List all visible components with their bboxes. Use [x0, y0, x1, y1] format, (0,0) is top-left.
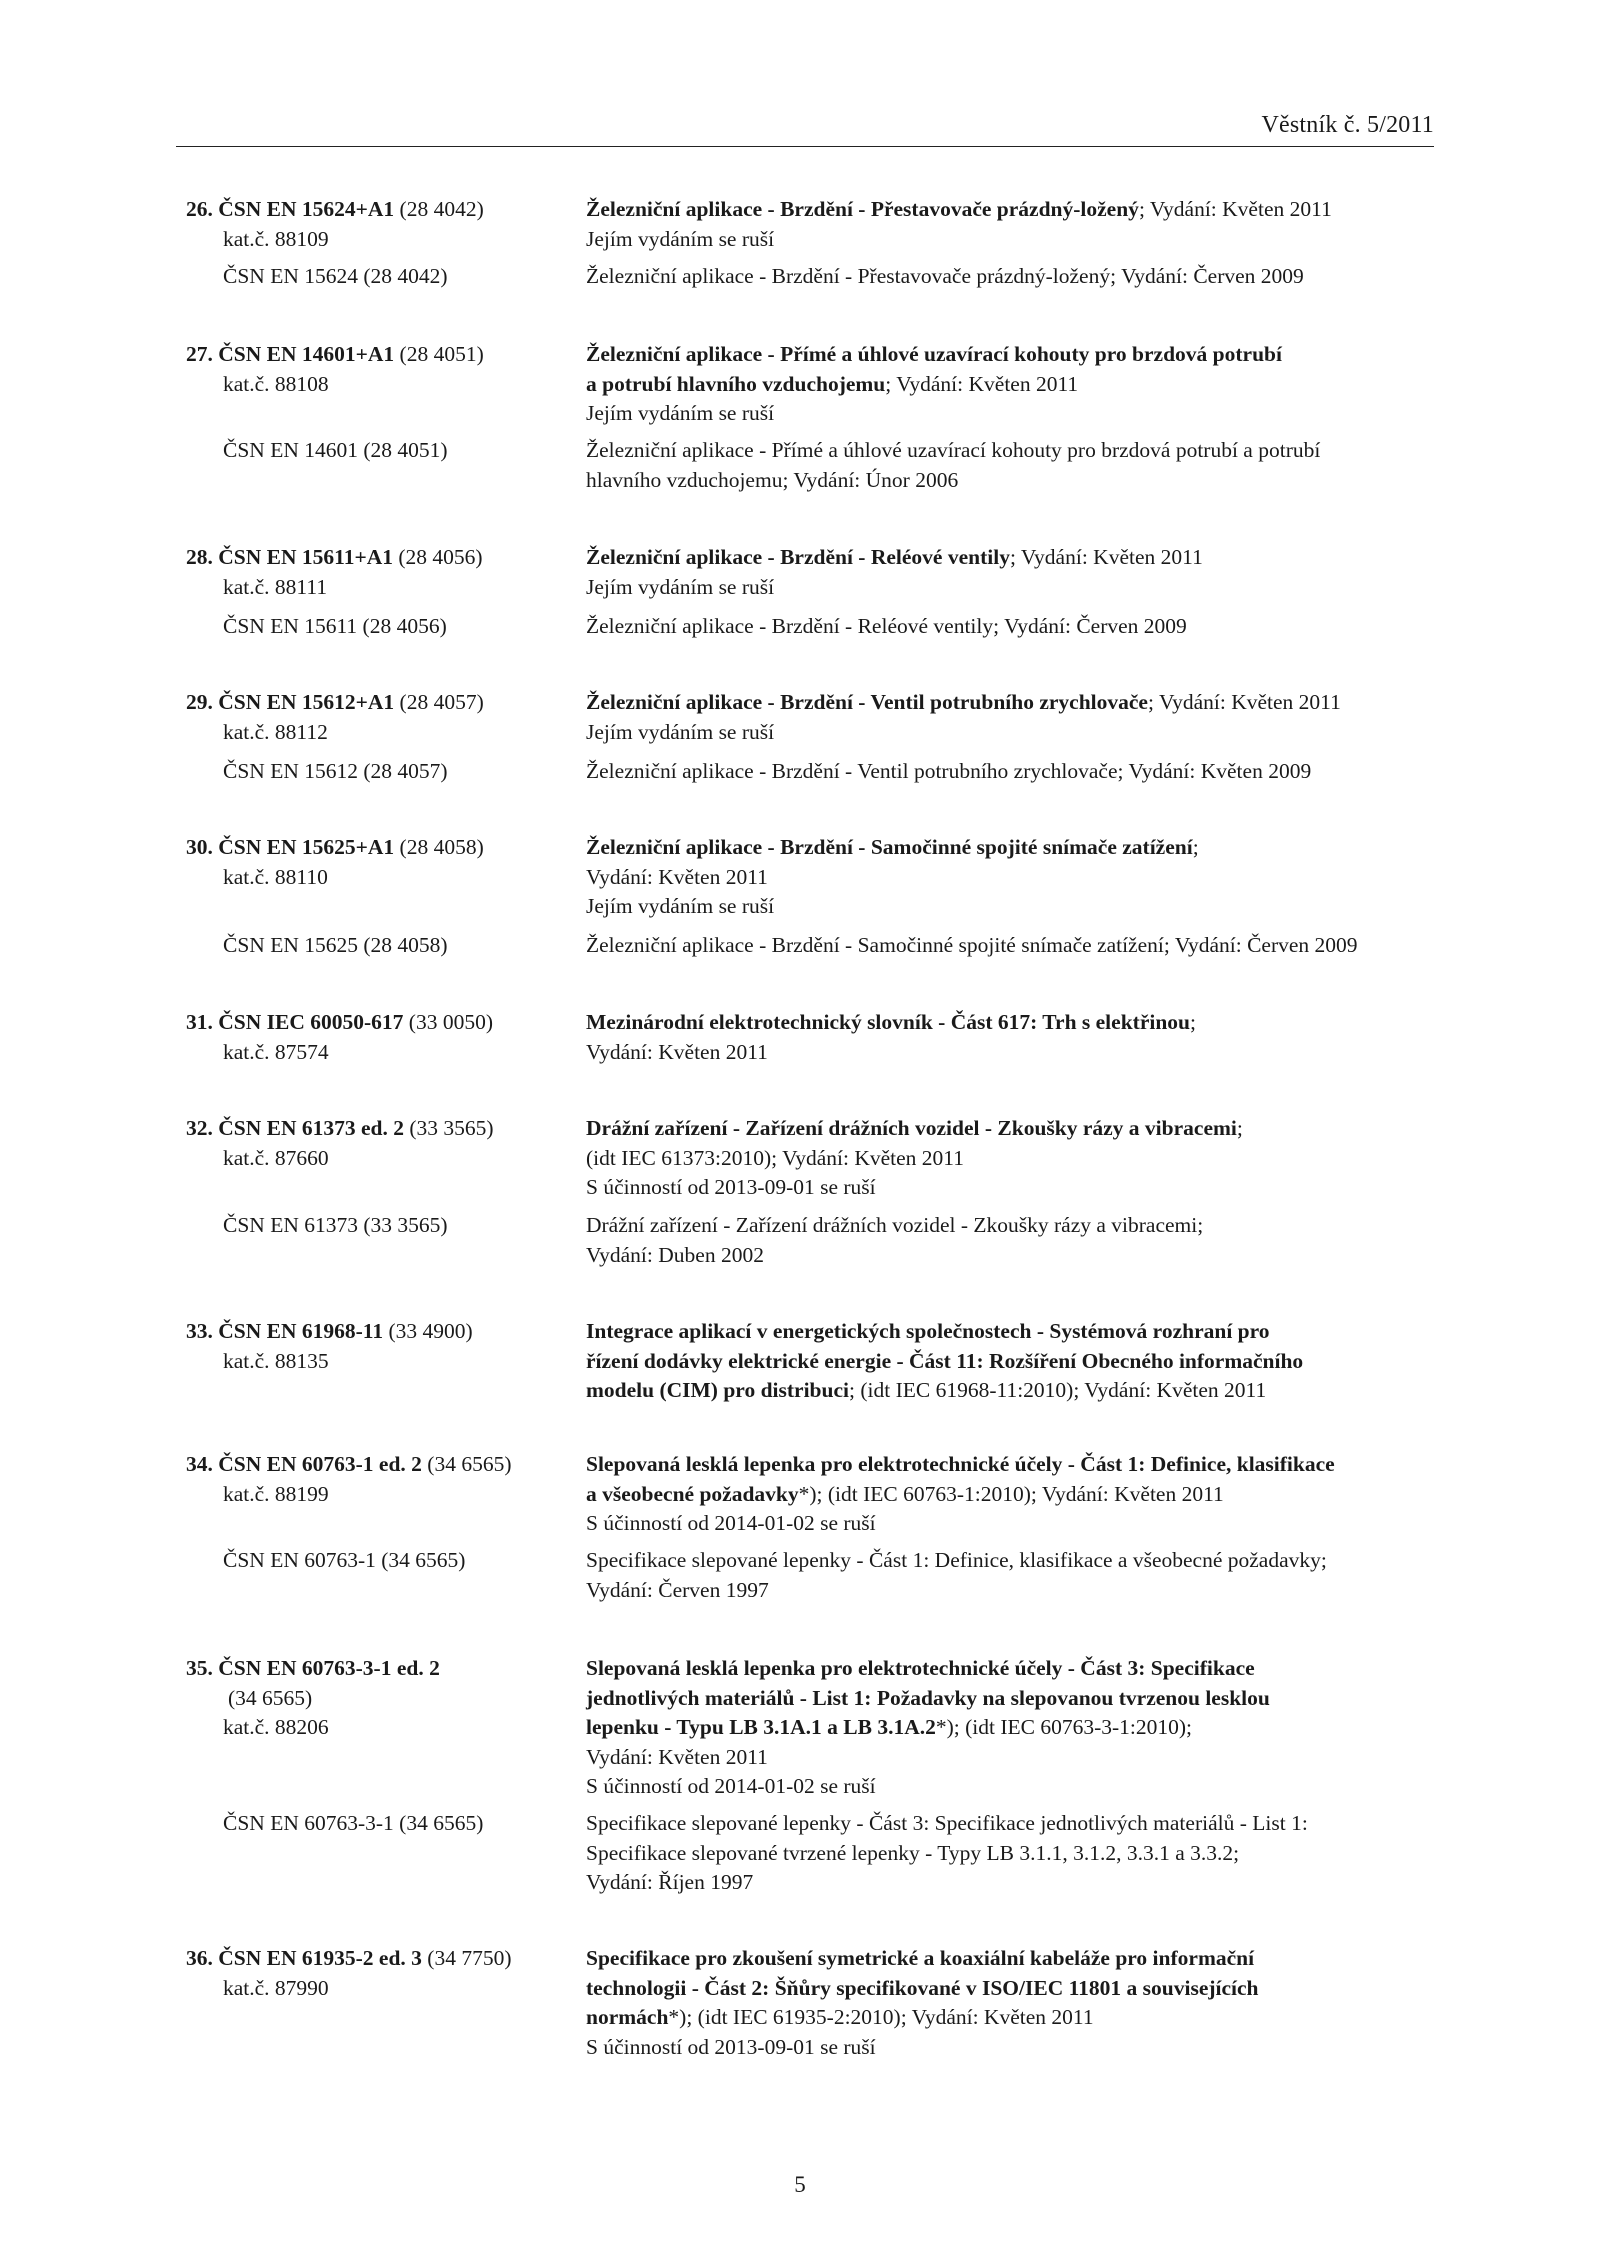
classification-code: (34 6565) — [228, 1685, 313, 1710]
issue-date: Vydání: Květen 2011 — [586, 1744, 768, 1769]
standard-title: Mezinárodní elektrotechnický slovník - Část 617: Trh s elektřinou — [586, 1010, 1190, 1034]
standard-title-cont: normách — [586, 2005, 669, 2029]
standard-code: ČSN EN 60763-1 ed. 2 — [218, 1452, 422, 1476]
issue-info: *); (idt IEC 61935-2:2010); Vydání: Květen 2011 — [668, 2005, 1094, 2029]
standard-code: ČSN IEC 60050-617 — [218, 1010, 404, 1034]
replaced-title-cont: Vydání: Říjen 1997 — [586, 1870, 754, 1894]
catalog-number: kat.č. 88135 — [223, 1348, 329, 1373]
standard-code: ČSN EN 15611+A1 — [218, 545, 393, 569]
issue-info: ; — [1236, 1116, 1243, 1140]
catalog-number: kat.č. 87574 — [223, 1039, 329, 1064]
standard-title-cont: a všeobecné požadavky — [586, 1481, 799, 1506]
issue-info: ; (idt IEC 61968-11:2010); Vydání: Květen 2011 — [849, 1378, 1267, 1402]
standard-title-cont: modelu (CIM) pro distribuci — [586, 1378, 849, 1402]
replaced-code: ČSN EN 60763-1 (34 6565) — [223, 1548, 466, 1572]
catalog-number: kat.č. 88111 — [223, 574, 328, 599]
supersedes-note: S účinností od 2014-01-02 se ruší — [586, 1511, 876, 1535]
supersedes-note: S účinností od 2014-01-02 se ruší — [586, 1774, 876, 1798]
replaced-code: ČSN EN 15611 (28 4056) — [223, 614, 447, 638]
entry-number: 31. — [186, 1010, 213, 1034]
standard-title: Drážní zařízení - Zařízení drážních vozidel - Zkoušky rázy a vibracemi — [586, 1116, 1237, 1140]
replaced-title-cont: hlavního vzduchojemu; Vydání: Únor 2006 — [586, 467, 959, 492]
replaced-title: Drážní zařízení - Zařízení drážních vozidel - Zkoušky rázy a vibracemi; — [586, 1213, 1204, 1237]
entry-number: 27. — [186, 342, 213, 366]
standard-title: Integrace aplikací v energetických společnostech - Systémová rozhraní pro — [586, 1319, 1270, 1343]
issue-info: ; Vydání: Květen 2011 — [1138, 197, 1332, 221]
replaced-title: Specifikace slepované lepenky - Část 3: Specifikace jednotlivých materiálů - List 1: — [586, 1811, 1308, 1835]
page-header — [176, 108, 1434, 147]
standard-title: Železniční aplikace - Brzdění - Reléové ventily — [586, 545, 1010, 569]
catalog-number: kat.č. 88112 — [223, 719, 328, 744]
standard-code: ČSN EN 61968-11 — [218, 1319, 384, 1343]
supersedes-note: Jejím vydáním se ruší — [586, 574, 775, 599]
replaced-title: Železniční aplikace - Brzdění - Reléové ventily; Vydání: Červen 2009 — [586, 614, 1187, 638]
catalog-number: kat.č. 87660 — [223, 1145, 329, 1170]
catalog-number: kat.č. 87990 — [223, 1975, 329, 2000]
standard-title: Železniční aplikace - Brzdění - Ventil potrubního zrychlovače — [586, 690, 1148, 714]
entry-number: 35. — [186, 1656, 213, 1680]
standard-code: ČSN EN 15624+A1 — [218, 197, 395, 221]
issue-date: Vydání: Květen 2011 — [586, 864, 768, 889]
standard-title-cont: lepenku - Typu LB 3.1A.1 a LB 3.1A.2 — [586, 1715, 936, 1739]
standard-title-cont: technologii - Část 2: Šňůry specifikované v ISO/IEC 11801 a souvisejících — [586, 1975, 1259, 2000]
issue-info: ; Vydání: Květen 2011 — [1009, 545, 1203, 569]
entry-number: 28. — [186, 545, 213, 569]
replaced-title-cont: Specifikace slepované tvrzené lepenky - Typy LB 3.1.1, 3.1.2, 3.3.1 a 3.3.2; — [586, 1840, 1240, 1865]
replaced-code: ČSN EN 14601 (28 4051) — [223, 438, 448, 462]
standard-title: Specifikace pro zkoušení symetrické a koaxiální kabeláže pro informační — [586, 1946, 1255, 1970]
entry-number: 30. — [186, 835, 213, 859]
classification-code: (33 3565) — [409, 1116, 494, 1140]
catalog-number: kat.č. 88108 — [223, 371, 329, 396]
classification-code: (34 7750) — [427, 1946, 512, 1970]
issue-date: (idt IEC 61373:2010); Vydání: Květen 2011 — [586, 1145, 965, 1170]
issue-info: ; — [1190, 1010, 1196, 1034]
standard-title: Železniční aplikace - Brzdění - Přestavovače prázdný-ložený — [586, 197, 1139, 221]
replaced-title: Železniční aplikace - Brzdění - Ventil potrubního zrychlovače; Vydání: Květen 2009 — [586, 759, 1312, 783]
classification-code: (33 4900) — [388, 1319, 473, 1343]
entry-number: 26. — [186, 197, 213, 221]
issue-info: ; Vydání: Květen 2011 — [1147, 690, 1341, 714]
catalog-number: kat.č. 88110 — [223, 864, 328, 889]
replaced-code: ČSN EN 15612 (28 4057) — [223, 759, 448, 783]
replaced-code: ČSN EN 15625 (28 4058) — [223, 933, 448, 957]
issue-info: ; — [1192, 835, 1199, 859]
supersedes-note: Jejím vydáním se ruší — [586, 719, 775, 744]
replaced-title: Specifikace slepované lepenky - Část 1: Definice, klasifikace a všeobecné požadavky; — [586, 1548, 1327, 1572]
supersedes-note: Jejím vydáním se ruší — [586, 401, 775, 425]
replaced-title: Železniční aplikace - Brzdění - Přestavovače prázdný-ložený; Vydání: Červen 2009 — [586, 264, 1304, 288]
replaced-code: ČSN EN 61373 (33 3565) — [223, 1213, 448, 1237]
entry-number: 29. — [186, 690, 213, 714]
classification-code: (28 4057) — [399, 690, 484, 714]
issue-info: *); (idt IEC 60763-3-1:2010); — [935, 1715, 1193, 1739]
entry-number: 34. — [186, 1452, 213, 1476]
standard-code: ČSN EN 14601+A1 — [218, 342, 395, 366]
classification-code: (28 4051) — [399, 342, 484, 366]
supersedes-note: Jejím vydáním se ruší — [586, 894, 775, 918]
replaced-title: Železniční aplikace - Brzdění - Samočinné spojité snímače zatížení; Vydání: Červen 2009 — [586, 933, 1358, 957]
issue-info: *); (idt IEC 60763-1:2010); Vydání: Květen 2011 — [798, 1481, 1224, 1506]
replaced-title-cont: Vydání: Červen 1997 — [586, 1577, 769, 1602]
supersedes-note: S účinností od 2013-09-01 se ruší — [586, 1175, 876, 1199]
standard-title: Slepovaná lesklá lepenka pro elektrotechnické účely - Část 3: Specifikace — [586, 1656, 1255, 1680]
classification-code: (28 4042) — [399, 197, 484, 221]
standard-code: ČSN EN 15625+A1 — [218, 835, 395, 859]
standard-title: Železniční aplikace - Brzdění - Samočinné spojité snímače zatížení — [586, 835, 1193, 859]
standard-code: ČSN EN 60763-3-1 ed. 2 — [218, 1656, 440, 1680]
standard-title-cont: jednotlivých materiálů - List 1: Požadavky na slepovanou tvrzenou lesklou — [586, 1685, 1270, 1710]
journal-issue-title: Věstník č. 5/2011 — [1261, 112, 1434, 138]
standard-code: ČSN EN 61373 ed. 2 — [218, 1116, 405, 1140]
replaced-code: ČSN EN 15624 (28 4042) — [223, 264, 448, 288]
catalog-number: kat.č. 88109 — [223, 226, 329, 251]
supersedes-note: S účinností od 2013-09-01 se ruší — [586, 2034, 876, 2059]
classification-code: (33 0050) — [408, 1010, 493, 1034]
replaced-title-cont: Vydání: Duben 2002 — [586, 1242, 764, 1267]
catalog-number: kat.č. 88206 — [223, 1715, 329, 1739]
classification-code: (28 4058) — [399, 835, 484, 859]
issue-date: Vydání: Květen 2011 — [586, 1039, 768, 1064]
entry-number: 32. — [186, 1116, 213, 1140]
entry-number: 33. — [186, 1319, 213, 1343]
catalog-number: kat.č. 88199 — [223, 1481, 329, 1506]
standard-title: Železniční aplikace - Přímé a úhlové uzavírací kohouty pro brzdová potrubí — [586, 342, 1282, 366]
standard-code: ČSN EN 61935-2 ed. 3 — [218, 1946, 422, 1970]
replaced-title: Železniční aplikace - Přímé a úhlové uzavírací kohouty pro brzdová potrubí a potrubí — [586, 438, 1321, 462]
standard-title-cont: řízení dodávky elektrické energie - Část 11: Rozšíření Obecného informačního — [586, 1348, 1304, 1373]
issue-info: ; Vydání: Květen 2011 — [885, 371, 1079, 396]
standard-title: Slepovaná lesklá lepenka pro elektrotechnické účely - Část 1: Definice, klasifikace — [586, 1452, 1335, 1476]
replaced-code: ČSN EN 60763-3-1 (34 6565) — [223, 1811, 484, 1835]
classification-code: (28 4056) — [398, 545, 483, 569]
standard-code: ČSN EN 15612+A1 — [218, 690, 395, 714]
page-number: 5 — [794, 2172, 806, 2197]
classification-code: (34 6565) — [427, 1452, 512, 1476]
entry-number: 36. — [186, 1946, 213, 1970]
supersedes-note: Jejím vydáním se ruší — [586, 226, 775, 251]
standard-title-cont: a potrubí hlavního vzduchojemu — [586, 371, 886, 396]
